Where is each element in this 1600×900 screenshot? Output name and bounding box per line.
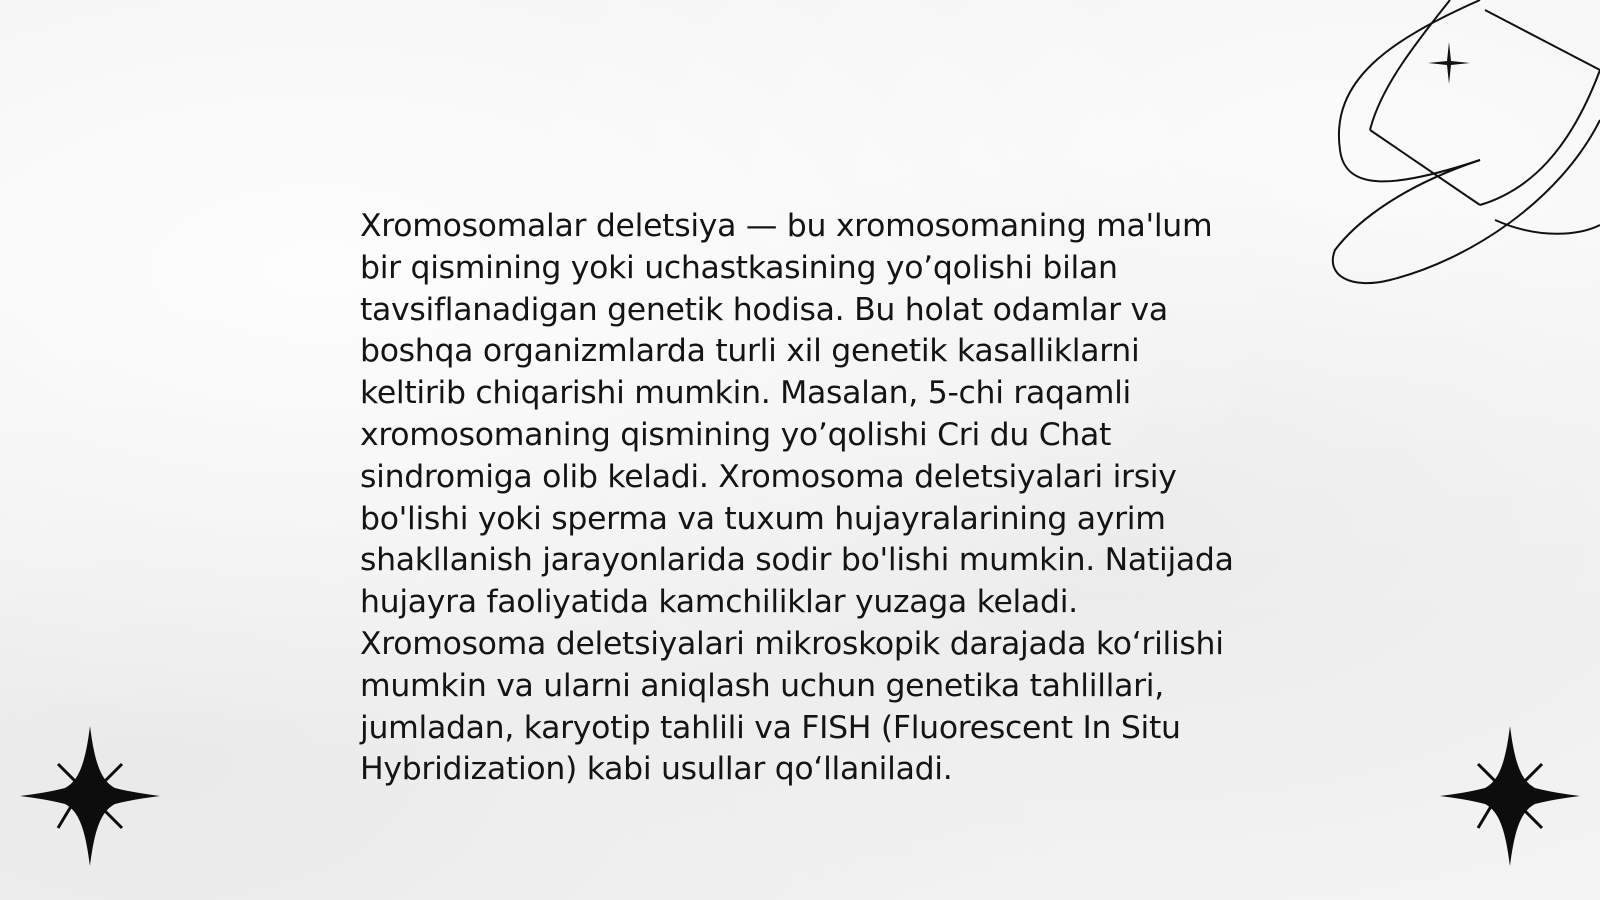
sparkle-icon bbox=[1428, 42, 1470, 84]
four-point-star-icon bbox=[1440, 726, 1580, 866]
body-text: Xromosomalar deletsiya — bu xromosomaning ma'lum bir qismining yoki uchastkasining yo’qolishi bilan tavsiflanadigan genetik hodisa. Bu holat odamlar va boshqa organizmlarda turli xil genetik kasalliklarni keltirib chiqarishi mumkin. Masalan, 5-chi raqamli xromosomaning qismining yo’qolishi Cri du Chat sindromiga olib keladi. Xromosoma deletsiyalari irsiy bo'lishi yoki sperma va tuxum hujayralarining ayrim shakllanish jarayonlarida sodir bo'lishi mumkin. Natijada hujayra faoliyatida kamchiliklar yuzaga keladi. Xromosoma deletsiyalari mikroskopik darajada ko‘rilishi mumkin va ularni aniqlash uchun genetika tahlillari, jumladan, karyotip tahlili va FISH (Fluorescent In Situ Hybridization) kabi usullar qo‘llaniladi. bbox=[360, 208, 1234, 788]
four-point-star-icon bbox=[20, 726, 160, 866]
